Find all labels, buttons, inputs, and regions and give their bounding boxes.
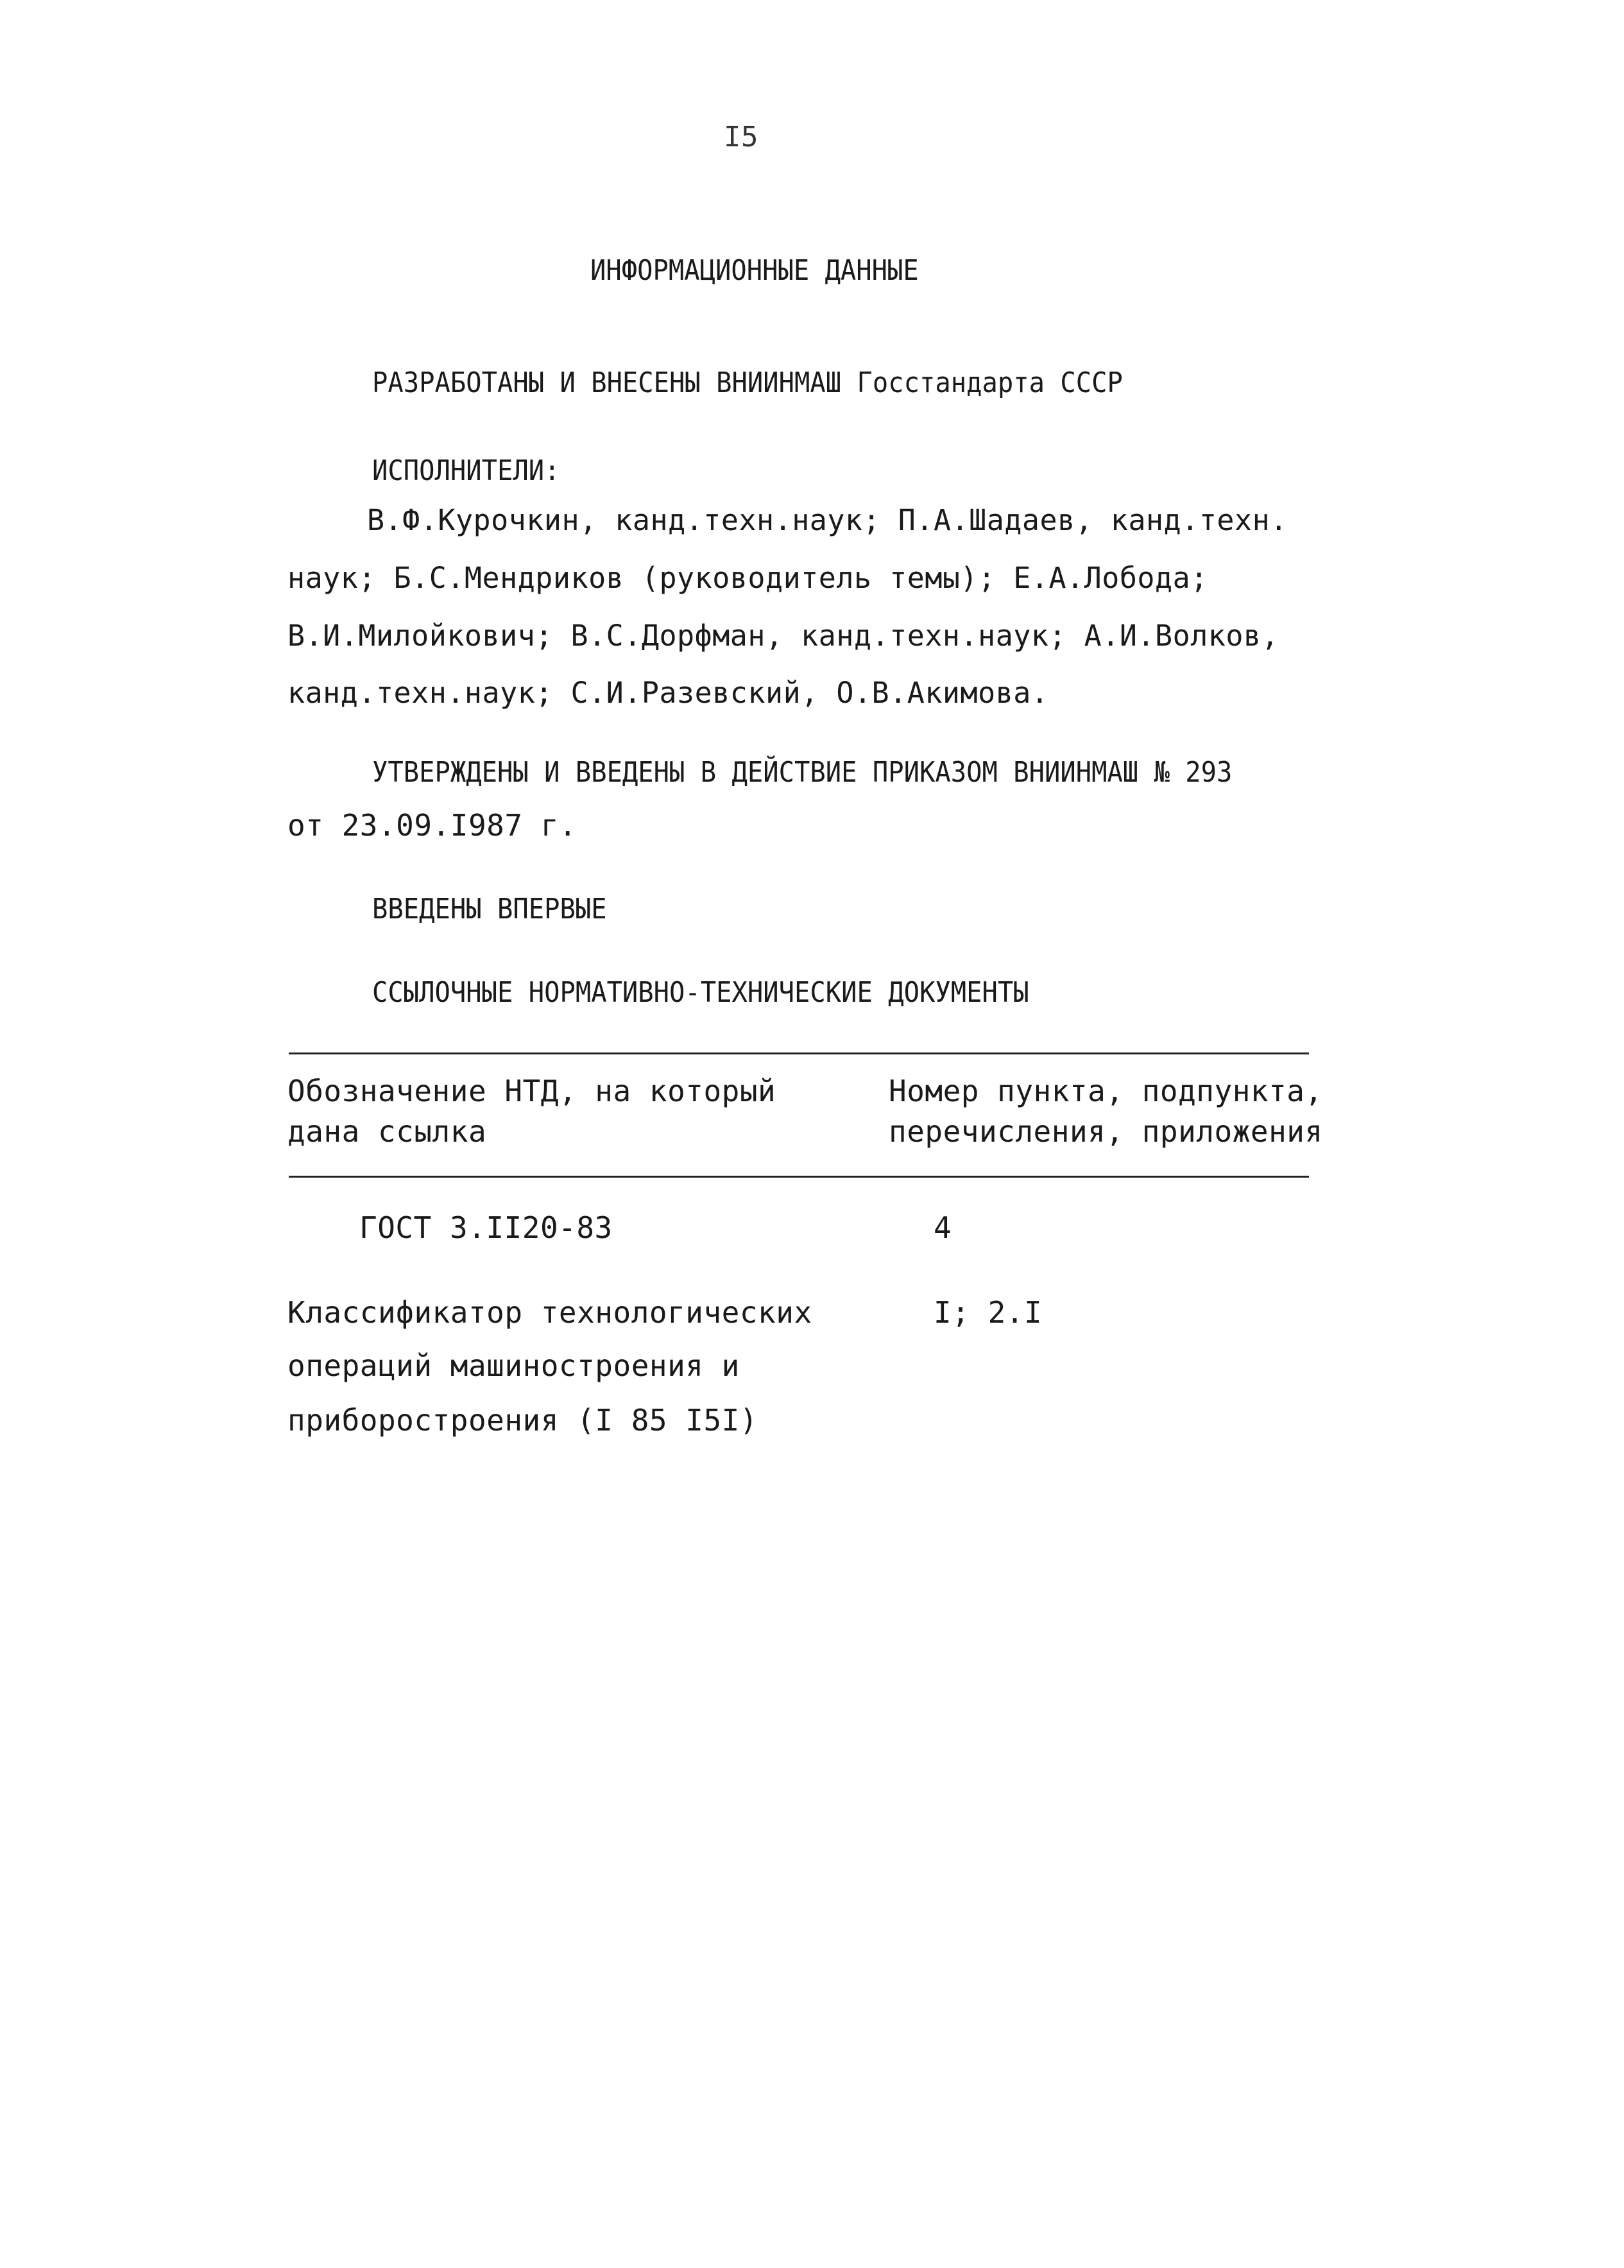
executors-label: ИСПОЛНИТЕЛИ: [372,454,560,487]
table-row-doc: приборостроения (I 85 I5I) [287,1403,758,1438]
header-ntd-designation: дана ссылка [287,1114,487,1149]
table-row-clause: 4 [934,1210,952,1245]
header-clause-number: Номер пункта, подпункта, [889,1074,1323,1108]
table-header-rule [289,1176,1309,1178]
approved-line: УТВЕРЖДЕНЫ И ВВЕДЕНЫ В ДЕЙСТВИЕ ПРИКАЗОМ ВНИИНМАШ № 293 [372,756,1233,789]
executors-line: канд.техн.наук; С.И.Разевский, О.В.Акимова. [287,676,1049,710]
header-clause-number: перечисления, приложения [889,1114,1323,1149]
header-ntd-designation: Обозначение НТД, на который [287,1074,776,1108]
section-heading: ИНФОРМАЦИОННЫЕ ДАННЫЕ [590,254,919,287]
approved-date: от 23.09.I987 г. [287,808,577,843]
table-row-clause: I; 2.I [934,1295,1043,1330]
executors-line: наук; Б.С.Мендриков (руководитель темы); Е.А.Лобода; [287,561,1208,595]
developed-by-line: РАЗРАБОТАНЫ И ВНЕСЕНЫ ВНИИНМАШ Госстандарта СССР [372,366,1123,399]
introduced-first-time: ВВЕДЕНЫ ВПЕРВЫЕ [372,893,607,925]
executors-line: В.И.Милойкович; В.С.Дорфман, канд.техн.наук; А.И.Волков, [287,619,1279,653]
table-row-doc: операций машиностроения и [287,1348,740,1383]
references-title: ССЫЛОЧНЫЕ НОРМАТИВНО-ТЕХНИЧЕСКИЕ ДОКУМЕНТЫ [372,976,1029,1009]
executors-line: В.Ф.Курочкин, канд.техн.наук; П.А.Шадаев, канд.техн. [367,503,1288,537]
table-row-doc: ГОСТ 3.II20-83 [359,1210,613,1245]
table-row-doc: Классификатор технологических [287,1295,812,1330]
table-top-rule [289,1052,1309,1054]
page-number: I5 [724,121,758,153]
